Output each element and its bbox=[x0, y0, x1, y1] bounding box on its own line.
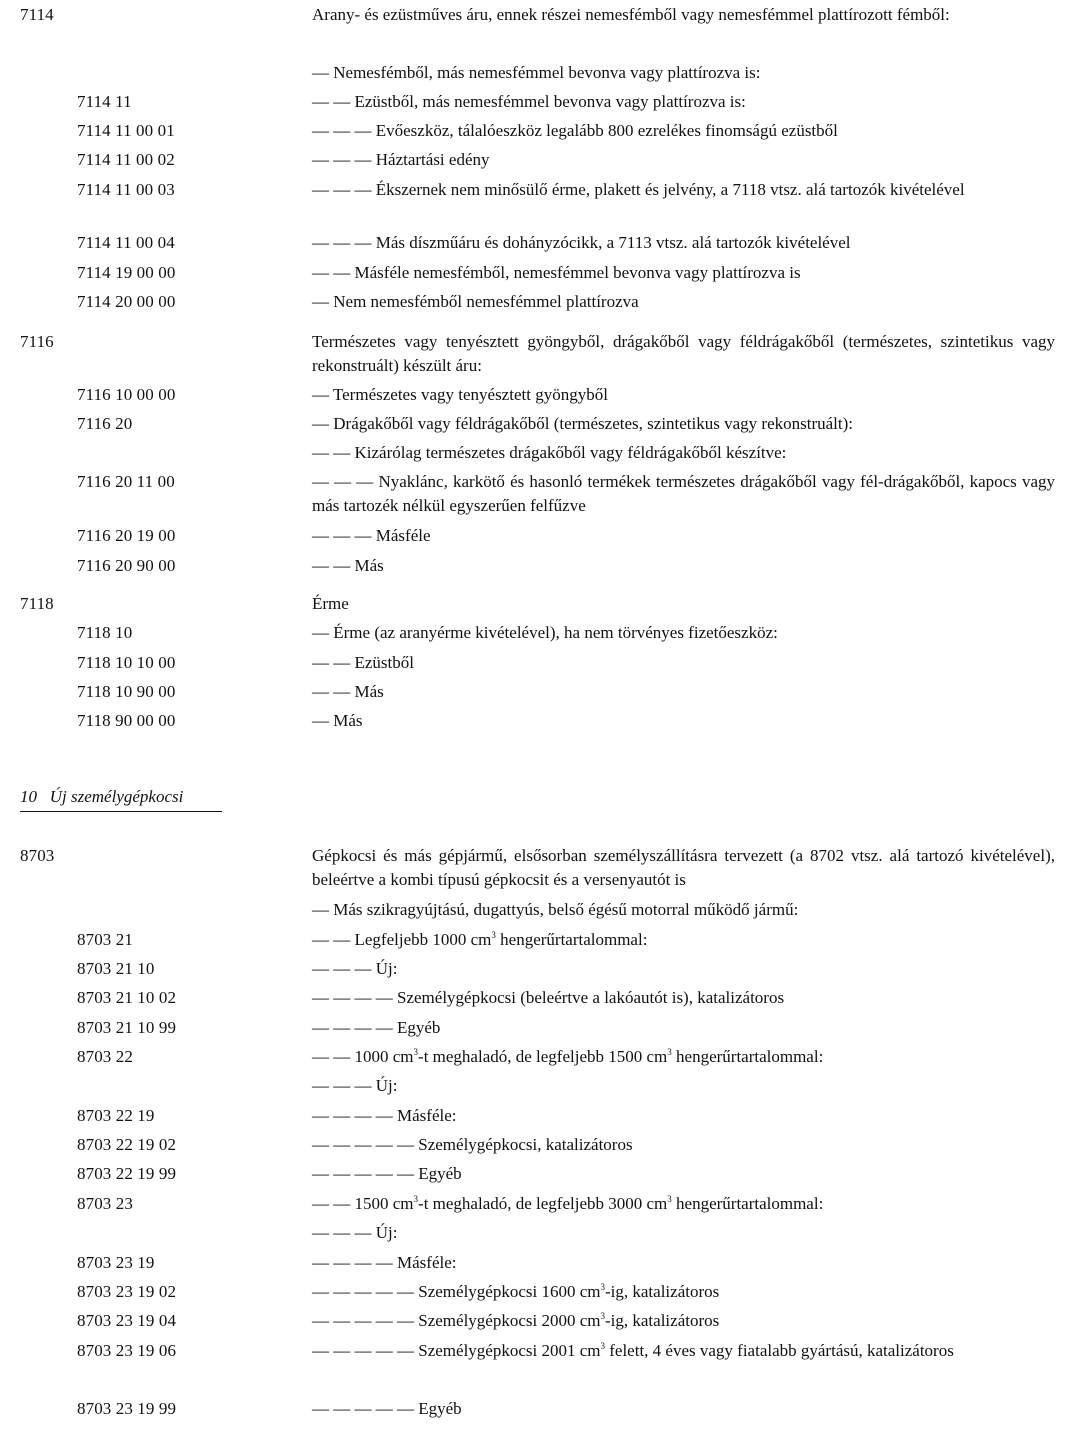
tariff-description: — — Ezüstből, más nemesfémmel bevonva vagy plattírozva is: bbox=[312, 92, 746, 111]
tariff-description: — — — Más díszműáru és dohányzócikk, a 7113 vtsz. alá tartozók kivételével bbox=[312, 233, 851, 252]
tariff-code: 8703 23 19 06 bbox=[77, 1341, 177, 1360]
tariff-code: 8703 21 10 02 bbox=[77, 988, 177, 1007]
section-heading-underline bbox=[20, 811, 222, 812]
tariff-description: — — Más bbox=[312, 556, 384, 575]
tariff-description: Érme bbox=[312, 594, 349, 613]
tariff-description: — — — Ékszernek nem minősülő érme, plakett és jelvény, a 7118 vtsz. alá tartozók kivételével bbox=[312, 180, 965, 199]
tariff-code: 8703 23 bbox=[77, 1194, 133, 1213]
tariff-description: — — — Nyaklánc, karkötő és hasonló termékek természetes drágakőből vagy fél-drágakőből, kapocs vagy más tartozék nélkül egyszerűen felfűzve bbox=[312, 472, 1055, 515]
tariff-code: 7116 20 90 00 bbox=[77, 556, 176, 575]
tariff-code: 7114 11 00 03 bbox=[77, 180, 175, 199]
tariff-description: — — — — Egyéb bbox=[312, 1018, 441, 1037]
tariff-code: 7114 11 00 02 bbox=[77, 150, 175, 169]
tariff-description: — — Legfeljebb 1000 $cm^3$ hengerűrtartalommal: bbox=[312, 930, 648, 949]
tariff-code: 7118 10 10 00 bbox=[77, 653, 176, 672]
tariff-code: 7118 bbox=[20, 594, 54, 613]
tariff-description: — Drágakőből vagy féldrágakőből (természetes, szintetikus vagy rekonstruált): bbox=[312, 414, 853, 433]
tariff-code: 7114 11 bbox=[77, 92, 132, 111]
tariff-code: 8703 22 19 99 bbox=[77, 1164, 177, 1183]
tariff-description: — — 1500 $cm^3-t$ meghaladó, de legfeljebb 3000 $cm^3$ hengerűrtartalommal: bbox=[312, 1194, 824, 1213]
tariff-description: — Nemesfémből, más nemesfémmel bevonva vagy plattírozva is: bbox=[312, 63, 761, 82]
tariff-description: — — — Új: bbox=[312, 959, 398, 978]
tariff-code: 7116 20 bbox=[77, 414, 133, 433]
tariff-description: — — — — Személygépkocsi (beleértve a lakóautót is), katalizátoros bbox=[312, 988, 785, 1007]
tariff-code: 7114 19 00 00 bbox=[77, 263, 176, 282]
tariff-description: — — Ezüstből bbox=[312, 653, 414, 672]
tariff-description: Természetes vagy tenyésztett gyöngyből, drágakőből vagy féldrágakőből (természetes, szintetikus vagy rekonstruált) készült áru: bbox=[312, 332, 1055, 375]
tariff-code: 7118 10 bbox=[77, 623, 133, 642]
tariff-description: — — Más bbox=[312, 682, 384, 701]
tariff-code: 7118 10 90 00 bbox=[77, 682, 176, 701]
tariff-description: — — — — — Egyéb bbox=[312, 1164, 462, 1183]
tariff-code: 8703 21 10 99 bbox=[77, 1018, 177, 1037]
tariff-description: — — — — — Személygépkocsi, katalizátoros bbox=[312, 1135, 633, 1154]
tariff-code: 8703 23 19 04 bbox=[77, 1311, 177, 1330]
tariff-code: 7114 20 00 00 bbox=[77, 292, 176, 311]
tariff-description: — — — Új: bbox=[312, 1076, 398, 1095]
tariff-code: 8703 21 10 bbox=[77, 959, 155, 978]
tariff-description: — — — Evőeszköz, tálalóeszköz legalább 800 ezrelékes finomságú ezüstből bbox=[312, 121, 838, 140]
tariff-description: — Érme (az aranyérme kivételével), ha nem törvényes fizetőeszköz: bbox=[312, 623, 778, 642]
tariff-description: — — — Új: bbox=[312, 1223, 398, 1242]
tariff-code: 7114 bbox=[20, 5, 54, 24]
tariff-code: 7114 11 00 04 bbox=[77, 233, 175, 252]
tariff-code: 8703 21 bbox=[77, 930, 133, 949]
section-heading: 10 Új személygépkocsi bbox=[20, 787, 184, 806]
tariff-code: 7114 11 00 01 bbox=[77, 121, 175, 140]
tariff-description: Gépkocsi és más gépjármű, elsősorban személyszállításra tervezett (a 8702 vtsz. alá tartozó kivételével), beleértve a kombi típusú gépkocsit és a versenyautót is bbox=[312, 846, 1055, 889]
tariff-description: — — — Háztartási edény bbox=[312, 150, 490, 169]
tariff-code: 8703 23 19 bbox=[77, 1253, 155, 1272]
tariff-code: 8703 22 19 bbox=[77, 1106, 155, 1125]
tariff-description: — — — — — Személygépkocsi 1600 $cm^3-ig$, katalizátoros bbox=[312, 1282, 720, 1301]
tariff-description: — — Másféle nemesfémből, nemesfémmel bevonva vagy plattírozva is bbox=[312, 263, 801, 282]
tariff-code: 7116 20 19 00 bbox=[77, 526, 176, 545]
tariff-description: Arany- és ezüstműves áru, ennek részei nemesfémből vagy nemesfémmel plattírozott fémből: bbox=[312, 5, 950, 24]
tariff-code: 7116 bbox=[20, 332, 54, 351]
tariff-description: — — — — Másféle: bbox=[312, 1253, 457, 1272]
tariff-description: — — — — — Egyéb bbox=[312, 1399, 462, 1418]
tariff-description: — Nem nemesfémből nemesfémmel plattírozva bbox=[312, 292, 639, 311]
tariff-description: — — — Másféle bbox=[312, 526, 431, 545]
tariff-code: 8703 23 19 02 bbox=[77, 1282, 177, 1301]
tariff-code: 7118 90 00 00 bbox=[77, 711, 176, 730]
tariff-description: — Természetes vagy tenyésztett gyöngyből bbox=[312, 385, 608, 404]
tariff-code: 8703 bbox=[20, 846, 55, 865]
tariff-code: 7116 10 00 00 bbox=[77, 385, 176, 404]
tariff-description: — — — — Másféle: bbox=[312, 1106, 457, 1125]
tariff-code: 8703 22 19 02 bbox=[77, 1135, 177, 1154]
tariff-description: — Más szikragyújtású, dugattyús, belső égésű motorral működő jármű: bbox=[312, 900, 799, 919]
tariff-code: 8703 23 19 99 bbox=[77, 1399, 177, 1418]
tariff-description: — — Kizárólag természetes drágakőből vagy féldrágakőből készítve: bbox=[312, 443, 787, 462]
tariff-description: — Más bbox=[312, 711, 363, 730]
tariff-description: — — 1000 $cm^3-t$ meghaladó, de legfeljebb 1500 $cm^3$ hengerűrtartalommal: bbox=[312, 1047, 824, 1066]
tariff-description: — — — — — Személygépkocsi 2000 $cm^3-ig$, katalizátoros bbox=[312, 1311, 720, 1330]
tariff-description: — — — — — Személygépkocsi 2001 $cm^3$ felett, 4 éves vagy fiatalabb gyártású, katalizátoros bbox=[312, 1341, 954, 1360]
tariff-code: 7116 20 11 00 bbox=[77, 472, 175, 491]
tariff-code: 8703 22 bbox=[77, 1047, 133, 1066]
